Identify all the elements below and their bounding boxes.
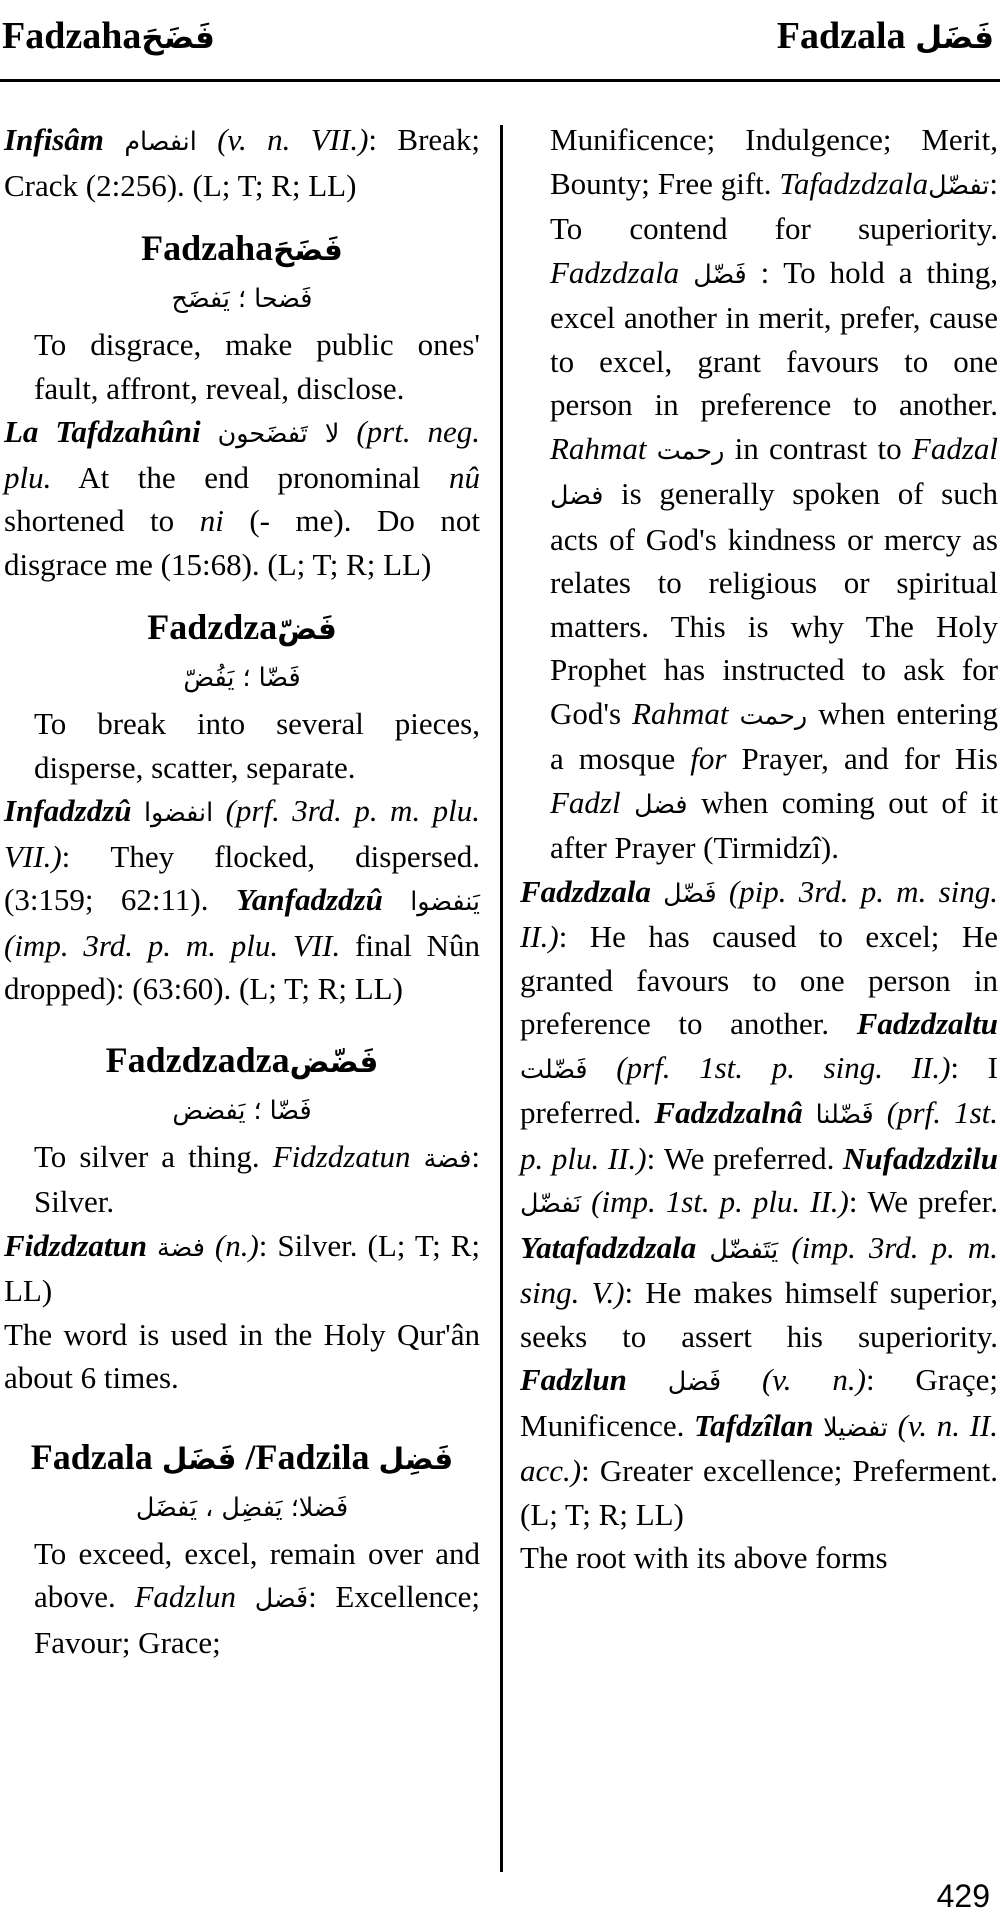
left-column xyxy=(4,118,480,1664)
definition-fadzaha: To disgrace, make public ones' fault, affront, reveal, disclose. xyxy=(34,327,480,406)
definition-fadzala-continued: Munificence; Indulgence; Merit, Bounty; Free gift. Tafadzdzalaتفضّل: To contend for superiority. Fadzdzala فَضّل : To hold a thing, excel another in merit, prefer, cause to excel, grant favours to one person in preference to another. Rahmat رحمت in contrast to Fadzal فضل is generally spoken of such acts of God's kindness or mercy as relates to religious or spiritual matters. This is why The Holy Prophet has instructed to ask for God's Rahmat رحمت when entering a mosque for Prayer, and for His Fadzl فضل when coming out of it after Prayer (Tirmidzî). xyxy=(550,122,999,865)
entry-infadzdzu: Infadzdzû انفضوا (prf. 3rd. p. m. plu. VII.): They flocked, dispersed. (3:159; 62:11). Yanfadzdzû يَنفضوا (imp. 3rd. p. m. plu. VII. final Nûn dropped): (63:60). (L; T; R; LL) xyxy=(4,793,481,1006)
page-number: 429 xyxy=(936,1878,990,1914)
entry-infisam: Infisâm انفصام (v. n. VII.): Break; Crack (2:256). (L; T; R; LL) xyxy=(4,122,481,203)
right-column xyxy=(520,118,998,1580)
definition-fadzdzadza: To silver a thing. Fidzdzatun فضة: Silver. xyxy=(34,1138,480,1219)
root-heading-fadzdzadza: Fadzdzadzaفَضّض فَضّا ؛ يَفضض xyxy=(4,1037,480,1135)
root-forms-fadzdza: فَضّا ؛ يَفُضّ xyxy=(183,662,301,692)
header-right-title: Fadzala فَضَل xyxy=(776,15,994,57)
root-heading-fadzaha: Fadzahaفَضَحَ فَضحا ؛ يَفضَح xyxy=(4,225,480,323)
root-heading-fadzdza: Fadzdzaفَضّ فَضّا ؛ يَفُضّ xyxy=(4,604,480,702)
definition-fadzdza: To break into several pieces, disperse, scatter, separate. xyxy=(34,706,480,785)
entry-fidzdzatun: Fidzdzatun فضة (n.): Silver. (L; T; R; LL) xyxy=(4,1227,481,1308)
root-forms-fadzaha: فَضحا ؛ يَفضَح xyxy=(171,283,313,313)
definition-fadzala: To exceed, excel, remain over and above. Fadzlun فَضل: Excellence; Favour; Grace; xyxy=(34,1535,481,1660)
header-rule xyxy=(0,79,1000,82)
entry-fadzdzala-forms: Fadzdzala فَضّل (pip. 3rd. p. m. sing. II.): He has caused to excel; He granted favours to one person in preference to another. Fadzdzaltu فَضّلت (prf. 1st. p. sing. II.): I preferred. Fadzdzalnâ فَضّلنا (prf. 1st. p. plu. II.): We preferred. Nufadzdzilu نَفضّل (imp. 1st. p. plu. II.): We prefer. Yatafadzdzala يَتَفضّل (imp. 3rd. p. m. sing. V.): He makes himself superior, seeks to assert his superiority. Fadzlun فَضل (v. n.): Graçe; Munificence. Tafdzîlan تفضيلا (v. n. II. acc.): Greater excellence; Preferment. (L; T; R; LL) xyxy=(520,873,999,1532)
entry-la-tafdzahuni: La Tafdzahûni لا تَفضَحون (prt. neg. plu. At the end pronominal nû shortened to ni (- me). Do not disgrace me (15:68). (L; T; R; LL) xyxy=(4,414,480,582)
root-heading-fadzala: Fadzala فَضَل /Fadzila فَضِل فَضلا؛ يَفضِل ، يَفضَل xyxy=(4,1434,480,1532)
root-forms-fadzdzadza: فَضّا ؛ يَفضض xyxy=(172,1094,312,1125)
header-left-title: Fadzahaفَضَحَ xyxy=(2,15,215,57)
page-header xyxy=(0,0,1000,80)
root-forms-fadzala: فَضلا؛ يَفضِل ، يَفضَل xyxy=(135,1491,349,1522)
column-divider xyxy=(500,125,503,1872)
usage-note-fadzdzadza: The word is used in the Holy Qur'ân about 6 times. xyxy=(4,1316,480,1395)
usage-note-fadzala: The root with its above forms xyxy=(520,1540,888,1575)
